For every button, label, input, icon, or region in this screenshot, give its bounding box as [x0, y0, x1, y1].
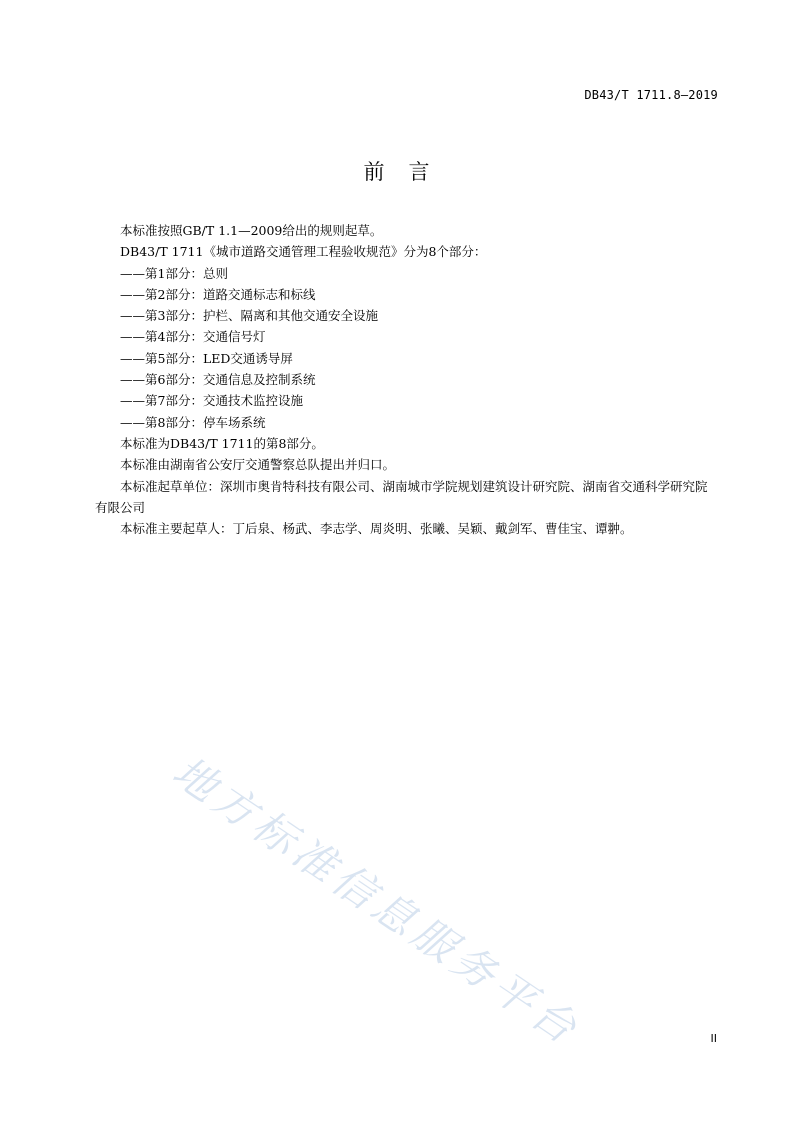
list-item: ——第5部分：LED交通诱导屏 [120, 350, 293, 366]
paragraph-drafters: 本标准主要起草人：丁后泉、杨武、李志学、周炎明、张曦、吴颖、戴剑军、曹佳宝、谭翀。 [120, 521, 633, 537]
paragraph-part-number: 本标准为DB43/T 1711的第8部分。 [120, 435, 324, 451]
list-item: ——第4部分：交通信号灯 [120, 329, 266, 345]
list-item: ——第6部分：交通信息及控制系统 [120, 372, 316, 388]
foreword-body [95, 220, 717, 539]
list-item: ——第7部分：交通技术监控设施 [120, 393, 303, 409]
paragraph-parts-intro: DB43/T 1711《城市道路交通管理工程验收规范》分为8个部分： [120, 244, 487, 260]
list-item: ——第8部分：停车场系统 [120, 414, 266, 430]
paragraph-proposer: 本标准由湖南省公安厅交通警察总队提出并归口。 [120, 457, 396, 473]
paragraph-drafting-rules: 本标准按照GB/T 1.1—2009给出的规则起草。 [120, 223, 383, 238]
list-item: ——第3部分：护栏、隔离和其他交通安全设施 [120, 308, 378, 324]
list-item: ——第1部分：总则 [120, 265, 228, 281]
list-item: ——第2部分：道路交通标志和标线 [120, 286, 316, 302]
page-title: 前言 [363, 160, 454, 184]
standard-code: DB43/T 1711.8—2019 [584, 88, 718, 102]
page-number: II [710, 1032, 717, 1045]
watermark-text: 地方标准信息服务平台 [164, 746, 590, 1056]
paragraph-drafting-units: 本标准起草单位：深圳市奥肯特科技有限公司、湖南城市学院规划建筑设计研究院、湖南省交通科学研究院有限公司 [95, 478, 708, 515]
